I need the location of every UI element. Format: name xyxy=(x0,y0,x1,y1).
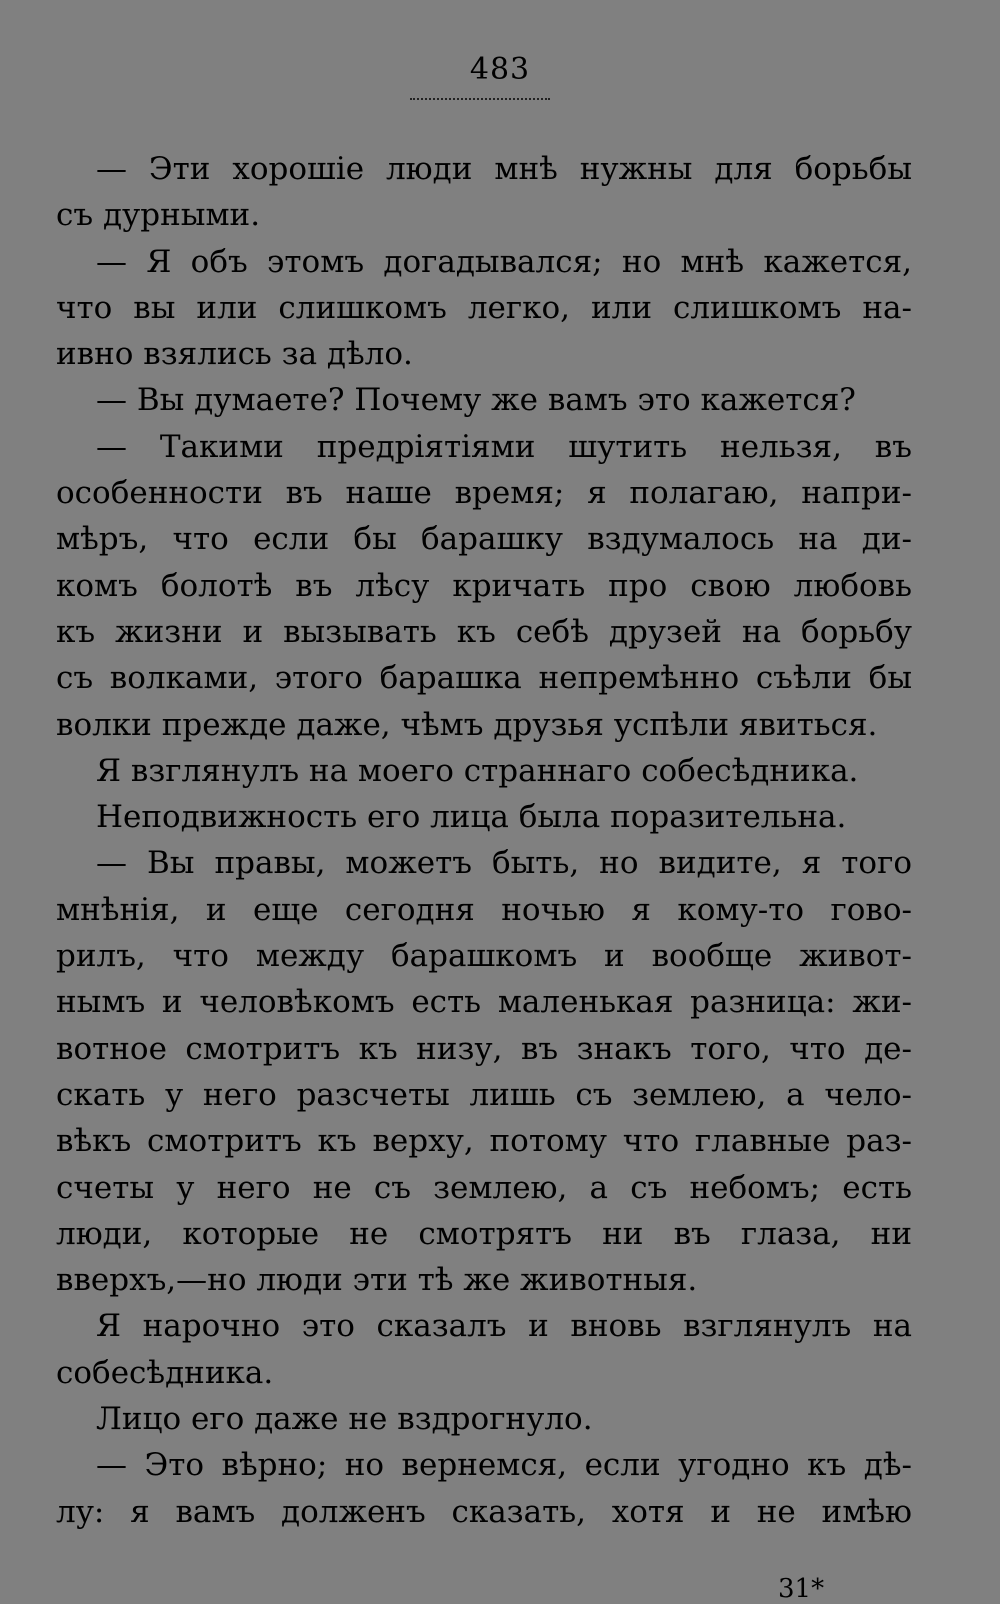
header-dotted-rule xyxy=(410,98,550,100)
text-line: къ жизни и вызывать къ себѣ друзей на борьбу xyxy=(56,613,912,650)
text-line: Лицо его даже не вздрогнуло. xyxy=(96,1401,593,1438)
text-line: вверхъ,—но люди эти тѣ же животныя. xyxy=(56,1262,698,1299)
text-line: что вы или слишкомъ легко, или слишкомъ на- xyxy=(56,289,912,326)
text-line: комъ болотѣ въ лѣсу кричать про свою любовь xyxy=(56,567,912,604)
text-line: съ волками, этого барашка непремѣнно съѣли бы xyxy=(56,660,912,697)
text-line: вотное смотритъ къ низу, въ знакъ того, что де- xyxy=(56,1030,912,1067)
text-line: лу: я вамъ долженъ сказать, хотя и не имѣю xyxy=(56,1493,912,1530)
text-line: — Такими предріятіями шутить нельзя, въ xyxy=(96,428,912,465)
text-line: особенности въ наше время; я полагаю, напри- xyxy=(56,475,912,512)
text-line: — Вы думаете? Почему же вамъ это кажется? xyxy=(96,382,856,419)
text-line: нымъ и человѣкомъ есть маленькая разница: жи- xyxy=(56,984,912,1021)
text-line: рилъ, что между барашкомъ и вообще живот- xyxy=(56,938,912,975)
text-line: волки прежде даже, чѣмъ друзья успѣли явиться. xyxy=(56,706,878,743)
text-line: скать у него разсчеты лишь съ землею, а чело- xyxy=(56,1076,912,1113)
text-line: счеты у него не съ землею, а съ небомъ; есть xyxy=(56,1169,912,1206)
text-line: ивно взялись за дѣло. xyxy=(56,336,413,373)
text-line: люди, которые не смотрятъ ни въ глаза, ни xyxy=(56,1215,912,1252)
text-line: Я нарочно это сказалъ и вновь взглянулъ на xyxy=(96,1308,912,1345)
text-line: Я взглянулъ на моего страннаго собесѣдника. xyxy=(96,752,859,789)
text-line: мѣръ, что если бы барашку вздумалось на ди- xyxy=(56,521,912,558)
body-text xyxy=(56,146,912,1535)
text-line: — Это вѣрно; но вернемся, если угодно къ дѣ- xyxy=(96,1447,912,1484)
text-line: вѣкъ смотритъ къ верху, потому что главные раз- xyxy=(56,1123,912,1160)
text-line: Неподвижность его лица была поразительна. xyxy=(96,799,847,836)
text-line: съ дурными. xyxy=(56,197,261,234)
text-line: — Вы правы, можетъ быть, но видите, я того xyxy=(96,845,912,882)
text-line: мнѣнія, и еще сегодня ночью я кому-то гово- xyxy=(56,891,912,928)
text-line: — Я объ этомъ догадывался; но мнѣ кажется, xyxy=(96,243,912,280)
signature-mark: 31* xyxy=(778,1574,825,1604)
text-line: собесѣдника. xyxy=(56,1354,274,1391)
text-line: — Эти хорошіе люди мнѣ нужны для борьбы xyxy=(96,151,912,187)
page-number: 483 xyxy=(469,52,531,87)
